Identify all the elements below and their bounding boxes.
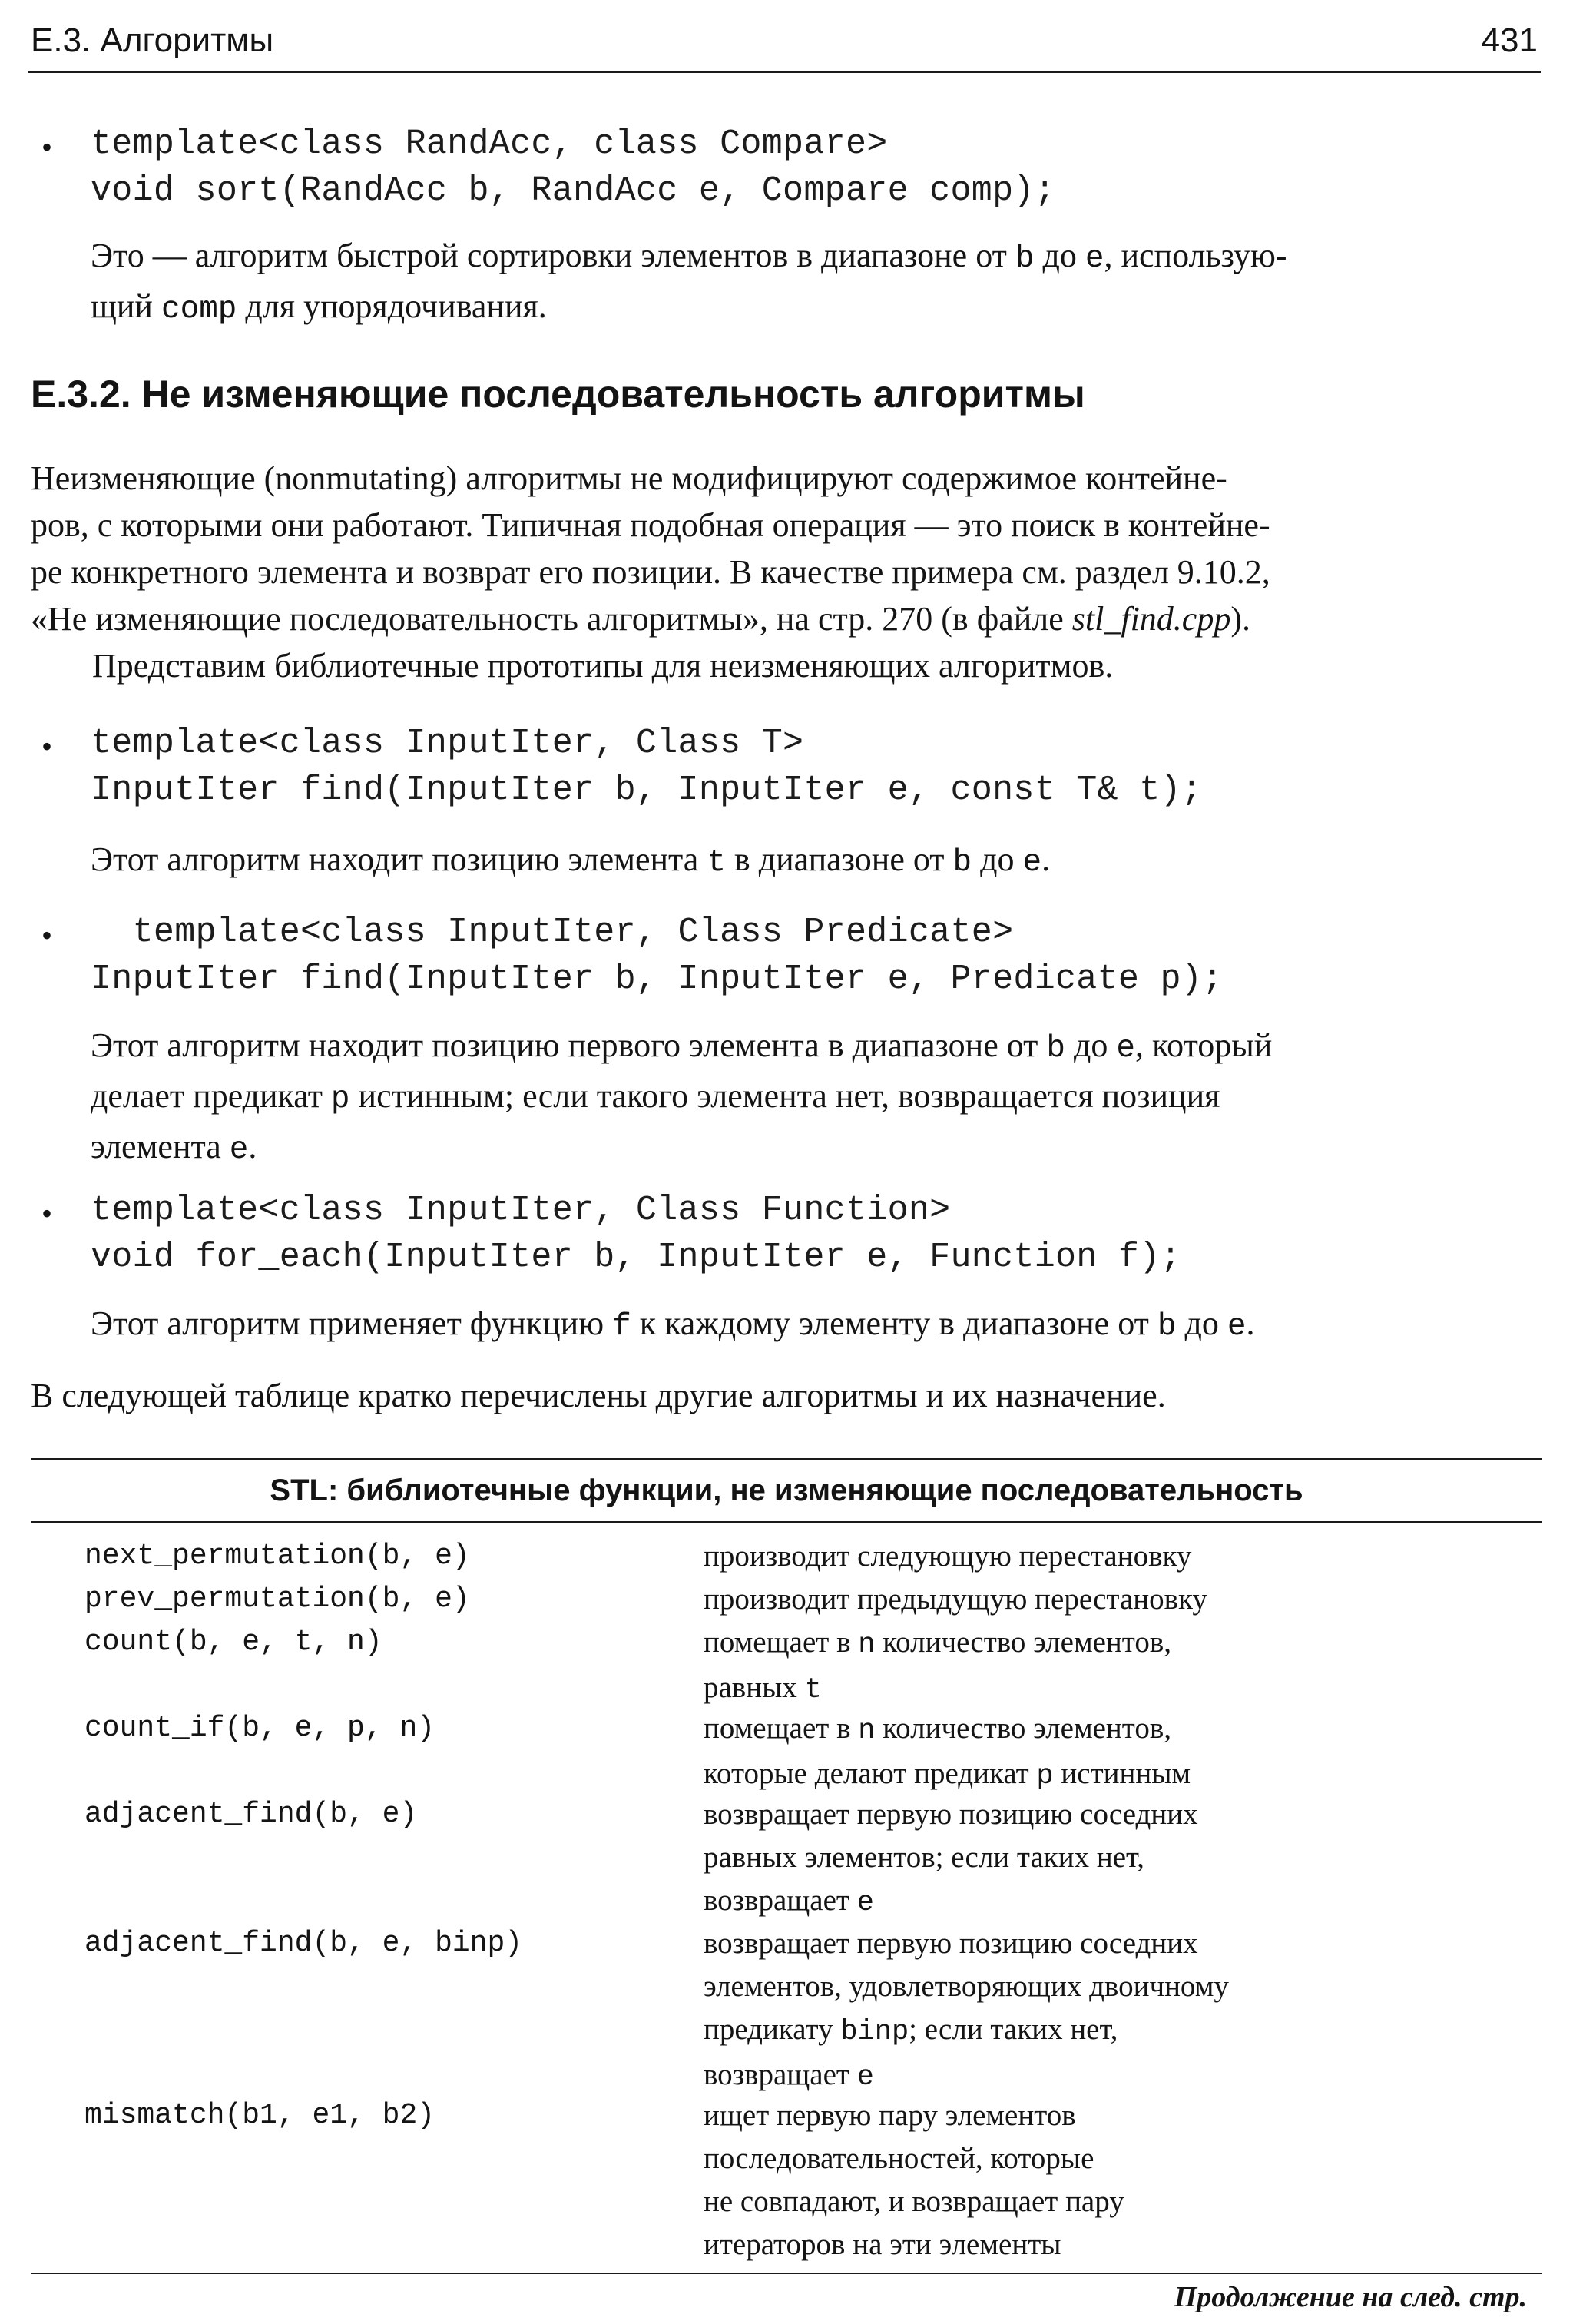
code-line: template<class InputIter, Class T> bbox=[91, 724, 804, 763]
page-number: 431 bbox=[1481, 22, 1538, 59]
function-signature: count_if(b, e, p, n) bbox=[84, 1712, 435, 1745]
continuation-note: Продолжение на след. стр. bbox=[1174, 2281, 1527, 2313]
running-header-title: Е.3. Алгоритмы bbox=[31, 22, 274, 59]
function-signature: adjacent_find(b, e) bbox=[84, 1798, 418, 1831]
function-description: ищет первую пару элементов последовательностей, которые не совпадают, и возвращает пару итераторов на эти элементы bbox=[704, 2099, 1124, 2261]
header-rule bbox=[28, 71, 1541, 73]
function-description: возвращает первую позицию соседних элементов, удовлетворяющих двоичному предикату binp; если таких нет, возвращает e bbox=[704, 1927, 1229, 2094]
for-each-description: Этот алгоритм применяет функцию f к каждому элементу в диапазоне от b до e. bbox=[91, 1305, 1255, 1344]
table-bottom-rule bbox=[31, 2273, 1542, 2274]
code-line: template<class InputIter, Class Predicate> bbox=[91, 913, 1014, 952]
bullet-icon: • bbox=[41, 130, 53, 164]
code-line: InputIter find(InputIter b, InputIter e, const T& t); bbox=[91, 771, 1203, 810]
bullet-icon: • bbox=[41, 729, 53, 764]
intro-paragraph: Неизменяющие (nonmutating) алгоритмы не модифицируют содержимое контейне- ров, с которыми они работают. Типичная подобная операция — это поиск в контейне- ре конкретного элемента и возврат его позиции. В качестве примера см. раздел 9.10.2, «Не изменяющие последовательность алгоритмы», на стр. 270 (в файле stl_find.cpp). Представим библиотечные прототипы для неизменяющих алгоритмов. bbox=[31, 459, 1270, 685]
function-description: производит предыдущую перестановку bbox=[704, 1583, 1207, 1616]
function-signature: count(b, e, t, n) bbox=[84, 1626, 382, 1659]
bullet-icon: • bbox=[41, 918, 53, 953]
function-description: производит следующую перестановку bbox=[704, 1540, 1192, 1573]
code-line: template<class InputIter, Class Function> bbox=[91, 1191, 951, 1230]
find-description: Этот алгоритм находит позицию элемента t в диапазоне от b до e. bbox=[91, 840, 1051, 880]
code-line: void for_each(InputIter b, InputIter e, Function f); bbox=[91, 1238, 1181, 1277]
table-title: STL: библиотечные функции, не изменяющие последовательность bbox=[270, 1474, 1303, 1507]
table-intro: В следующей таблице кратко перечислены другие алгоритмы и их назначение. bbox=[31, 1377, 1166, 1414]
function-description: помещает в n количество элементов, равных t bbox=[704, 1626, 1171, 1706]
sort-description: Это — алгоритм быстрой сортировки элементов в диапазоне от b до e, использую- щий comp для упорядочивания. bbox=[91, 237, 1287, 327]
table-top-rule bbox=[31, 1458, 1542, 1460]
function-description: помещает в n количество элементов, которые делают предикат p истинным bbox=[704, 1712, 1191, 1792]
find-predicate-description: Этот алгоритм находит позицию первого элемента в диапазоне от b до e, который делает предикат p истинным; если такого элемента нет, возвращается позиция элемента e. bbox=[91, 1026, 1273, 1168]
code-line: InputIter find(InputIter b, InputIter e, Predicate p); bbox=[91, 960, 1224, 999]
function-description: возвращает первую позицию соседних равных элементов; если таких нет, возвращает e bbox=[704, 1798, 1198, 1919]
function-signature: next_permutation(b, e) bbox=[84, 1540, 470, 1573]
table-header-rule bbox=[31, 1521, 1542, 1523]
section-heading: Е.3.2. Не изменяющие последовательность алгоритмы bbox=[31, 373, 1085, 416]
function-signature: adjacent_find(b, e, binp) bbox=[84, 1927, 523, 1960]
function-signature: mismatch(b1, e1, b2) bbox=[84, 2099, 435, 2132]
function-signature: prev_permutation(b, e) bbox=[84, 1583, 470, 1616]
code-line: template<class RandAcc, class Compare> bbox=[91, 124, 888, 164]
bullet-icon: • bbox=[41, 1196, 53, 1231]
code-line: void sort(RandAcc b, RandAcc e, Compare comp); bbox=[91, 171, 1056, 211]
